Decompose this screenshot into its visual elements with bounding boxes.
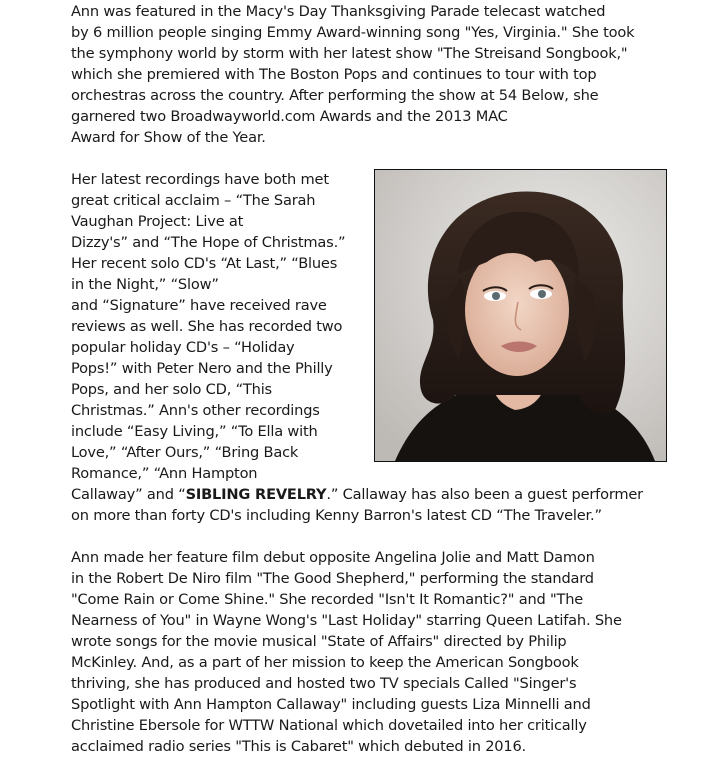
text-line: Christine Ebersole for WTTW National which dovetailed into her critically [71, 717, 587, 734]
text-line: in the Night,” “Slow” [71, 276, 219, 293]
paragraph-parade-symphony [71, 0, 691, 148]
text-line: acclaimed radio series "This is Cabaret" which debuted in 2016. [71, 738, 526, 755]
text-line: orchestras across the country. After performing the show at 54 Below, she [71, 87, 599, 104]
text-line-sibling-revelry [71, 484, 691, 505]
text-line: Her latest recordings have both met [71, 171, 329, 188]
text-line: Award for Show of the Year. [71, 129, 266, 146]
text-line: Pops, and her solo CD, “This [71, 381, 272, 398]
text-line: in the Robert De Niro film "The Good Shepherd," performing the standard [71, 570, 594, 587]
article-body [71, 0, 691, 757]
text-line: Vaughan Project: Live at [71, 213, 244, 230]
text-run: .” Callaway has also been a guest performer [326, 486, 643, 503]
text-line: reviews as well. She has recorded two [71, 318, 343, 335]
text-line: by 6 million people singing Emmy Award-winning song "Yes, Virginia." She took [71, 24, 635, 41]
text-line: Ann was featured in the Macy's Day Thanksgiving Parade telecast watched [71, 3, 606, 20]
portrait-photo [374, 169, 667, 462]
text-line: great critical acclaim – “The Sarah [71, 192, 316, 209]
paragraph-film-tv [71, 547, 691, 757]
text-line: Spotlight with Ann Hampton Callaway" including guests Liza Minnelli and [71, 696, 591, 713]
text-line: on more than forty CD's including Kenny Barron's latest CD “The Traveler.” [71, 507, 602, 524]
text-line: McKinley. And, as a part of her mission to keep the American Songbook [71, 654, 579, 671]
text-line: which she premiered with The Boston Pops and continues to tour with top [71, 66, 597, 83]
text-line: Romance,” “Ann Hampton [71, 465, 258, 482]
text-line: Love,” “After Ours,” “Bring Back [71, 444, 299, 461]
text-line: wrote songs for the movie musical "State of Affairs" directed by Philip [71, 633, 567, 650]
text-line: Ann made her feature film debut opposite Angelina Jolie and Matt Damon [71, 549, 595, 566]
text-line: and “Signature” have received rave [71, 297, 327, 314]
text-line: "Come Rain or Come Shine." She recorded "Isn't It Romantic?" and "The [71, 591, 584, 608]
text-line: Nearness of You" in Wayne Wong's "Last Holiday" starring Queen Latifah. She [71, 612, 622, 629]
text-line: thriving, she has produced and hosted two TV specials Called "Singer's [71, 675, 577, 692]
album-title-bold: SIBLING REVELRY [185, 486, 327, 503]
text-line: Pops!” with Peter Nero and the Philly [71, 360, 333, 377]
text-line: the symphony world by storm with her latest show "The Streisand Songbook," [71, 45, 628, 62]
text-line: include “Easy Living,” “To Ella with [71, 423, 318, 440]
text-line: Christmas.” Ann's other recordings [71, 402, 320, 419]
text-run: Callaway” and “ [71, 486, 186, 503]
text-line: Dizzy's” and “The Hope of Christmas.” [71, 234, 346, 251]
paragraph-gap [71, 526, 691, 547]
portrait-illustration [375, 170, 666, 461]
paragraph-gap [71, 148, 691, 169]
text-line: Her recent solo CD's “At Last,” “Blues [71, 255, 338, 272]
text-line: garnered two Broadwayworld.com Awards and the 2013 MAC [71, 108, 508, 125]
text-line: popular holiday CD's – “Holiday [71, 339, 295, 356]
